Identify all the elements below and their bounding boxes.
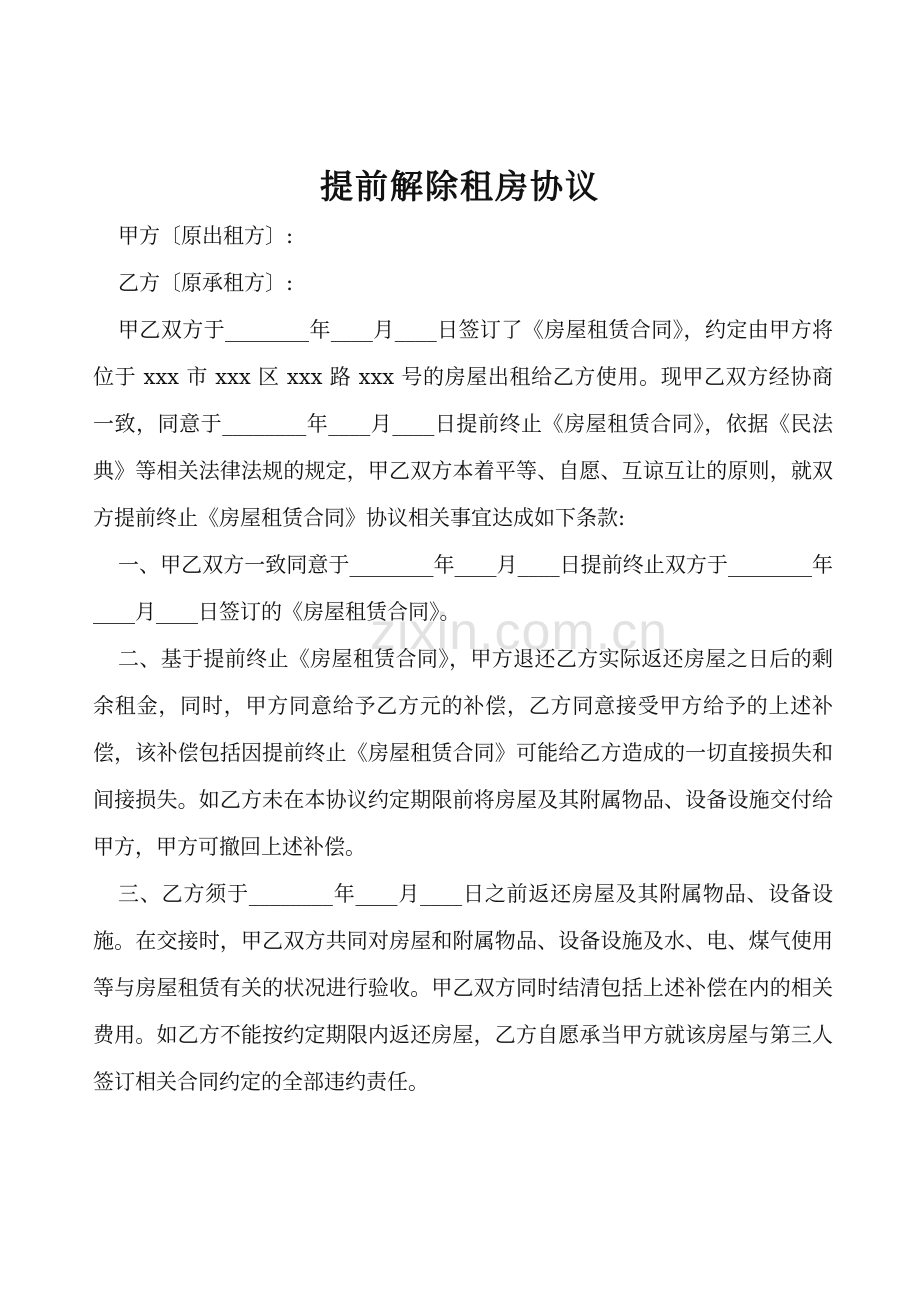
- document-body: [93, 213, 833, 1106]
- watermark: zixin.com.cn: [370, 603, 669, 661]
- clause-2-paragraph: 二、基于提前终止《房屋租赁合同》，甲方退还乙方实际返还房屋之日后的剩余租金，同时，甲方同意给予乙方元的补偿，乙方同意接受甲方给予的上述补偿，该补偿包括因提前终止《房屋租赁合同》可能给乙方造成的一切直接损失和间接损失。如乙方未在本协议约定期限前将房屋及其附属物品、设备设施交付给甲方，甲方可撤回上述补偿。: [93, 647, 833, 859]
- party-b-line: 乙方〔原承租方〕:: [118, 271, 294, 295]
- party-a-line: 甲方〔原出租方〕:: [118, 224, 294, 248]
- clause-3-paragraph: 三、乙方须于________年____月____日之前返还房屋及其附属物品、设备设施。在交接时，甲乙双方共同对房屋和附属物品、设备设施及水、电、煤气使用等与房屋租赁有关的状况进行验收。甲乙双方同时结清包括上述补偿在内的相关费用。如乙方不能按约定期限内返还房屋，乙方自愿承当甲方就该房屋与第三人签订相关合同约定的全部违约责任。: [93, 882, 833, 1094]
- document-title: 提前解除租房协议: [320, 167, 600, 206]
- clause-1-paragraph: 一、甲乙双方一致同意于________年____月____日提前终止双方于________年____月____日签订的《房屋租赁合同》。: [93, 553, 833, 624]
- preamble-paragraph: 甲乙双方于________年____月____日签订了《房屋租赁合同》，约定由甲方将位于 xxx 市 xxx 区 xxx 路 xxx 号的房屋出租给乙方使用。现甲乙双方经协商一致，同意于________年____月____日提前终止《房屋租赁合同》，依据《民法典》等相关法律法规的规定，甲乙双方本着平等、自愿、互谅互让的原则，就双方提前终止《房屋租赁合同》协议相关事宜达成如下条款:: [93, 318, 833, 530]
